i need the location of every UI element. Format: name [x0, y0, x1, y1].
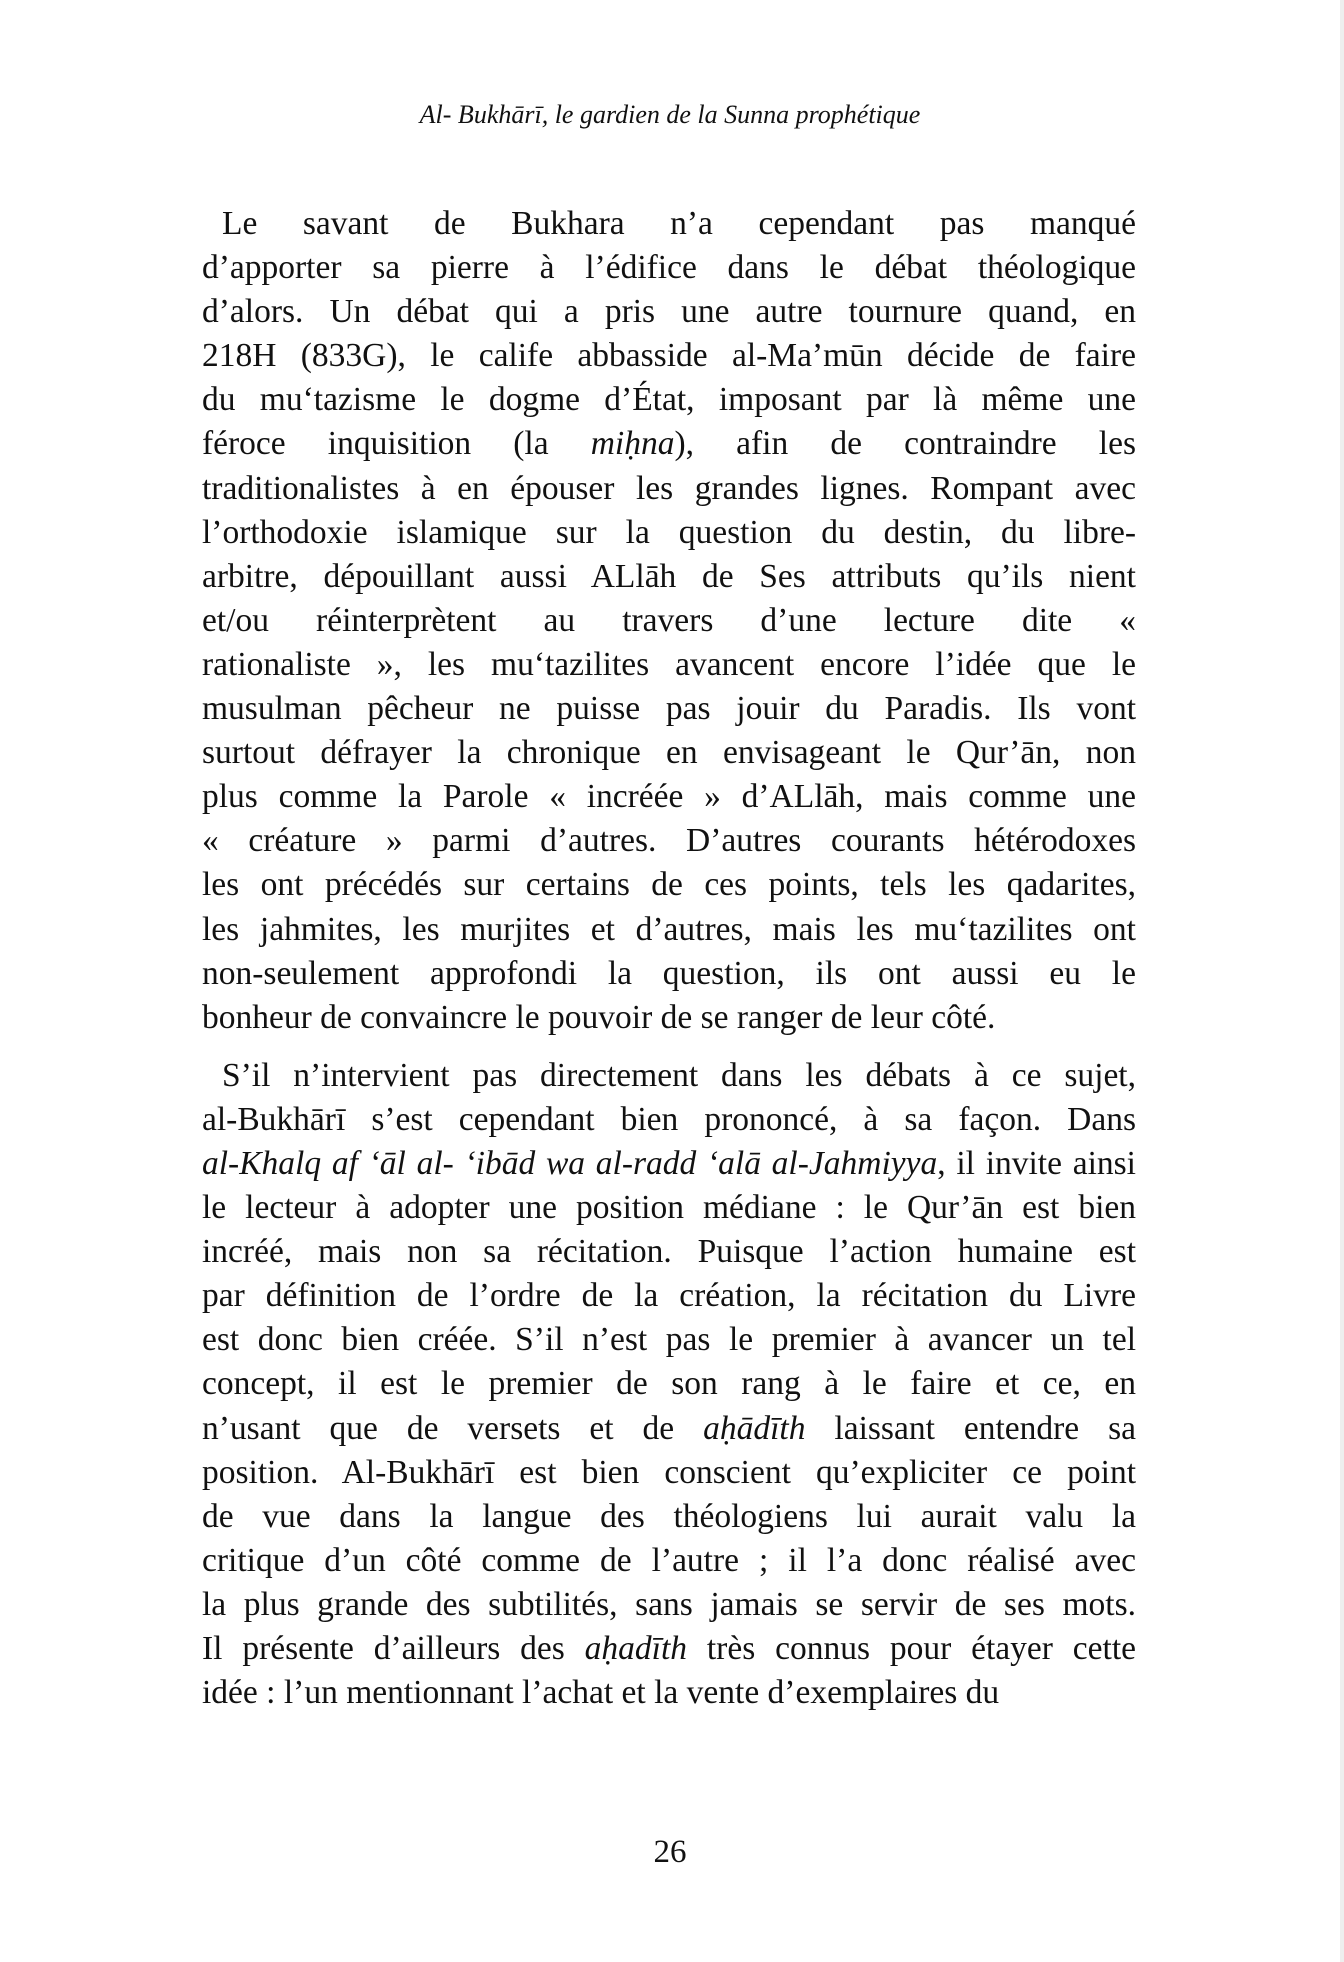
text-line [202, 996, 1136, 1040]
running-header: Al- Bukhārī, le gardien de la Sunna prophétique [419, 100, 921, 129]
text-line [202, 1274, 1136, 1318]
text-segment: concept, il est le premier de son rang à le faire et ce, en [202, 1365, 1136, 1403]
text-line [202, 1495, 1136, 1539]
text-segment: non-seulement approfondi la question, ils ont aussi eu le [202, 954, 1136, 992]
text-line [202, 775, 1136, 819]
text-segment: ), afin de contraindre les [674, 425, 1136, 463]
body-text [202, 202, 1136, 1715]
page-edge [1340, 0, 1344, 1962]
text-line [202, 1627, 1136, 1671]
text-line [202, 378, 1136, 422]
text-line [202, 422, 1136, 466]
text-segment: idée : l’un mentionnant l’achat et la vente d’exemplaires du [202, 1674, 1000, 1712]
italic-term: aḥādīth [703, 1409, 806, 1447]
italic-term: al-Khalq af ‘āl al- ‘ibād wa al-radd ‘alā al-Jahmiyya [202, 1144, 938, 1182]
text-line [202, 467, 1136, 511]
text-segment: d’alors. Un débat qui a pris une autre tournure quand, en [202, 293, 1136, 331]
text-segment: le lecteur à adopter une position médiane : le Qur’ān est bien [202, 1189, 1136, 1227]
text-segment: , il invite ainsi [937, 1144, 1136, 1182]
italic-term: miḥna [590, 425, 675, 463]
text-segment: laissant entendre sa [805, 1409, 1136, 1447]
text-line [202, 1362, 1136, 1406]
text-segment: bonheur de convaincre le pouvoir de se ranger de leur côté. [202, 998, 996, 1036]
text-line [202, 1186, 1136, 1230]
text-line [202, 511, 1136, 555]
text-segment: Le savant de Bukhara n’a cependant pas manqué [222, 205, 1136, 242]
text-line [202, 555, 1136, 599]
text-segment: arbitre, dépouillant aussi ALlāh de Ses attributs qu’ils nient [202, 557, 1136, 595]
text-line [202, 1142, 1136, 1186]
text-line [202, 643, 1136, 687]
text-segment: S’il n’intervient pas directement dans les débats à ce sujet, [222, 1056, 1136, 1094]
italic-term: aḥadīth [584, 1630, 688, 1667]
text-line [202, 1054, 1136, 1098]
text-segment: plus comme la Parole « incréée » d’ALlāh, mais comme une [202, 778, 1136, 816]
text-segment: de vue dans la langue des théologiens lui aurait valu la [202, 1497, 1136, 1535]
text-segment: est donc bien créée. S’il n’est pas le premier à avancer un tel [202, 1321, 1136, 1359]
text-line [202, 1539, 1136, 1583]
text-line [202, 1583, 1136, 1627]
text-segment: n’usant que de versets et de [202, 1409, 704, 1447]
text-line [202, 863, 1136, 907]
text-line [202, 290, 1136, 334]
text-segment: incréé, mais non sa récitation. Puisque l’action humaine est [202, 1233, 1136, 1271]
text-segment: critique d’un côté comme de l’autre ; il l’a donc réalisé avec [202, 1541, 1136, 1579]
text-line [202, 908, 1136, 952]
text-line [202, 334, 1136, 378]
text-segment: rationaliste », les mu‘tazilites avancent encore l’idée que le [202, 645, 1136, 683]
text-line [202, 599, 1136, 643]
paragraph-2 [202, 1054, 1136, 1715]
text-line [202, 202, 1136, 246]
text-line [202, 1318, 1136, 1362]
text-segment: position. Al-Bukhārī est bien conscient qu’expliciter ce point [202, 1453, 1136, 1491]
page-number: 26 [653, 1834, 687, 1870]
text-segment: les jahmites, les murjites et d’autres, mais les mu‘tazilites ont [202, 910, 1136, 948]
text-segment: du mu‘tazisme le dogme d’État, imposant par là même une [202, 381, 1136, 419]
text-line [202, 952, 1136, 996]
paragraph-1 [202, 202, 1136, 1040]
text-segment: al-Bukhārī s’est cependant bien prononcé, à sa façon. Dans [202, 1100, 1136, 1138]
text-line [202, 1671, 1136, 1715]
text-segment: surtout défrayer la chronique en envisageant le Qur’ān, non [202, 734, 1136, 772]
text-segment: musulman pêcheur ne puisse pas jouir du Paradis. Ils vont [202, 690, 1136, 728]
text-segment: féroce inquisition (la [202, 425, 591, 463]
text-segment: les ont précédés sur certains de ces points, tels les qadarites, [202, 866, 1136, 904]
text-line [202, 687, 1136, 731]
text-line [202, 731, 1136, 775]
text-segment: d’apporter sa pierre à l’édifice dans le débat théologique [202, 249, 1136, 287]
text-line [202, 1098, 1136, 1142]
text-segment: Il présente d’ailleurs des [202, 1630, 585, 1667]
text-segment: traditionalistes à en épouser les grandes lignes. Rompant avec [202, 469, 1136, 507]
text-line [202, 819, 1136, 863]
text-line [202, 246, 1136, 290]
text-segment: l’orthodoxie islamique sur la question du destin, du libre- [202, 513, 1136, 551]
text-segment: par définition de l’ordre de la création, la récitation du Livre [202, 1277, 1136, 1315]
text-segment: la plus grande des subtilités, sans jamais se servir de ses mots. [202, 1585, 1136, 1623]
text-line [202, 1451, 1136, 1495]
text-segment: 218H (833G), le calife abbasside al-Ma’mūn décide de faire [202, 337, 1136, 375]
text-segment: « créature » parmi d’autres. D’autres courants hétérodoxes [202, 822, 1136, 860]
text-line [202, 1230, 1136, 1274]
text-segment: et/ou réinterprètent au travers d’une lecture dite « [202, 601, 1136, 639]
text-segment: très connus pour étayer cette [687, 1630, 1136, 1667]
text-line [202, 1407, 1136, 1451]
